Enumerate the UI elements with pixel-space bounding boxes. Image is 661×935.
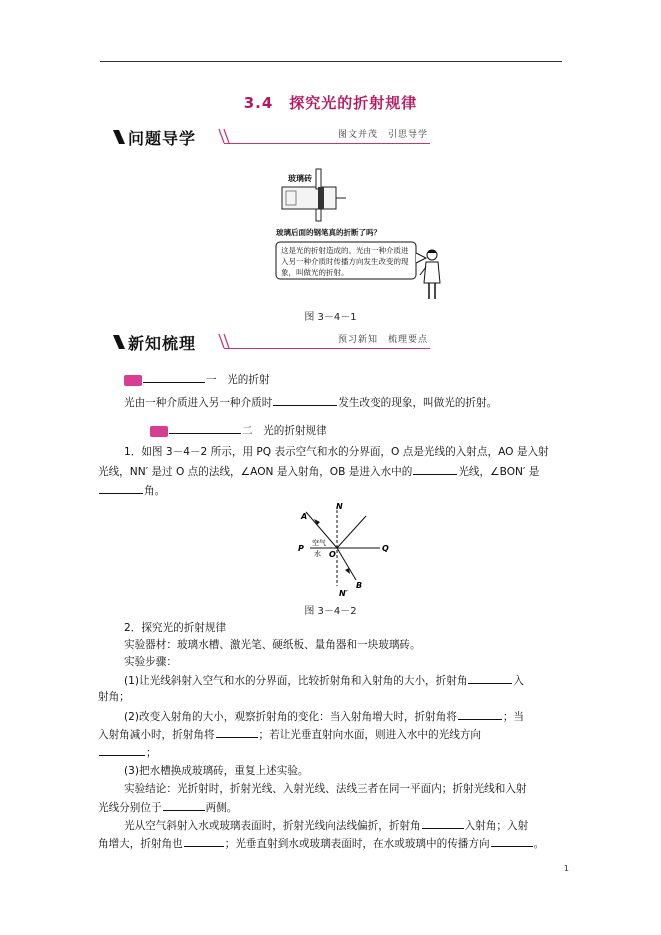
label-air: 空气 xyxy=(312,539,326,547)
blank xyxy=(468,671,512,684)
label-p: P xyxy=(298,544,304,553)
figure-3-4-1 xyxy=(262,163,452,305)
blank xyxy=(99,481,143,494)
figure-1-caption: 图 3－4－1 xyxy=(304,312,357,323)
text-span: 光线分别位于 xyxy=(98,802,162,814)
blank xyxy=(143,370,205,383)
pen-icon xyxy=(316,169,321,189)
text-span: 发生改变的现象，叫做光的折射。 xyxy=(338,397,498,409)
section-2-label: 二 光的折射规律 xyxy=(242,425,327,437)
q1-line-2 xyxy=(98,462,539,482)
reflected-ray xyxy=(337,516,366,548)
tag-icon xyxy=(124,375,142,386)
label-b: B xyxy=(356,581,363,590)
label-n: N xyxy=(336,502,343,511)
section-1-label: 一 光的折射 xyxy=(206,374,270,386)
text-span: ；若让光垂直射向水面，则进入水中的光线方向 xyxy=(258,729,481,741)
blank xyxy=(273,393,337,406)
blank xyxy=(491,834,533,847)
q2-line-1: 2．探究光的折射规律 xyxy=(124,622,227,634)
banner-title: 新知梳理 xyxy=(128,334,197,353)
chevron-icon xyxy=(112,129,126,145)
glass-label: 玻璃砖 xyxy=(288,174,312,183)
label-q: Q xyxy=(382,544,389,553)
q2-line-12 xyxy=(124,816,528,836)
text-span: ；光垂直射到水或玻璃表面时，在水或玻璃中的传播方向 xyxy=(224,838,490,850)
tag-icon xyxy=(150,426,168,437)
section-1-text xyxy=(124,393,497,413)
q1-line-1: 1．如图 3－4－2 所示，用 PQ 表示空气和水的分界面，O 点是光线的入射点，AO 是入射 xyxy=(124,446,549,458)
q2-line-2: 实验器材：玻璃水槽、激光笔、硬纸板、量角器和一块玻璃砖。 xyxy=(124,639,421,651)
text-span: ； xyxy=(146,747,157,759)
q2-line-7 xyxy=(98,725,481,745)
page-title: 3.4 探究光的折射规律 xyxy=(243,94,418,112)
text-span: 两侧。 xyxy=(205,802,238,814)
text-span: 角增大，折射角也 xyxy=(98,838,183,850)
label-water: 水 xyxy=(314,550,321,558)
banner-title: 问题导学 xyxy=(128,129,197,148)
chevron-icon xyxy=(112,334,126,350)
label-n-prime: N′ xyxy=(339,589,348,598)
header-rule xyxy=(100,61,562,62)
q2-line-6 xyxy=(124,707,524,727)
text-span: (1)让光线斜射入空气和水的分界面，比较折射角和入射角的大小，折射角 xyxy=(124,675,468,687)
blank xyxy=(169,421,241,434)
q2-line-3: 实验步骤： xyxy=(124,656,177,668)
q1-line-3 xyxy=(98,481,165,501)
figure-3-4-2 xyxy=(292,500,402,600)
figure-question: 玻璃后面的钢笔真的折断了吗？ xyxy=(276,228,381,237)
blank xyxy=(184,834,224,847)
label-o: O xyxy=(329,550,336,559)
refracted-ray xyxy=(337,548,356,580)
label-a: A xyxy=(301,512,308,521)
blank xyxy=(99,743,145,756)
section-2-heading xyxy=(150,421,327,441)
blank xyxy=(413,462,457,475)
double-slash-icon xyxy=(218,333,230,349)
q2-line-9: (3)把水槽换成玻璃砖，重复上述实验。 xyxy=(124,765,309,777)
section-1-heading xyxy=(124,370,270,390)
q2-line-4 xyxy=(124,671,524,691)
page-number: 1 xyxy=(563,864,569,873)
double-slash-icon xyxy=(218,128,230,144)
text-span: 入射角减小时，折射角将 xyxy=(98,729,215,741)
q2-line-8 xyxy=(98,743,157,763)
section-banner-2 xyxy=(112,331,432,353)
text-span: 光线，NN′ 是过 O 点的法线，∠AON 是入射角，OB 是进入水中的 xyxy=(98,466,413,478)
q2-line-10: 实验结论：光折射时，折射光线、入射光线、法线三者在同一平面内；折射光线和入射 xyxy=(124,783,527,795)
speech-line-2: 入另一种介质时传播方向发生改变的现 xyxy=(281,257,409,266)
text-span: 光从空气斜射入水或玻璃表面时，折射光线向法线偏折，折射角 xyxy=(124,820,421,832)
q2-line-5: 射角； xyxy=(98,691,130,703)
banner-rule xyxy=(224,348,430,349)
text-span: 角。 xyxy=(144,485,166,497)
text-span: ；当 xyxy=(502,711,525,723)
q2-line-11 xyxy=(98,798,237,818)
text-span: 入 xyxy=(513,675,525,687)
text-span: 入射角；入射 xyxy=(464,820,529,832)
text-span: 光由一种介质进入另一种介质时 xyxy=(124,397,273,409)
banner-subtitle: 预习新知 梳理要点 xyxy=(337,335,428,345)
text-span: (2)改变入射角的大小，观察折射角的变化：当入射角增大时，折射角将 xyxy=(124,711,457,723)
section-banner-1 xyxy=(112,126,432,148)
text-span: 。 xyxy=(533,838,545,850)
blank xyxy=(216,725,258,738)
text-span: 光线，∠BON′ 是 xyxy=(458,466,540,478)
banner-subtitle: 图文并茂 引思导学 xyxy=(337,130,428,140)
blank xyxy=(163,798,205,811)
q2-line-13 xyxy=(98,834,544,854)
banner-rule xyxy=(224,143,430,144)
blank xyxy=(422,816,464,829)
speech-line-3: 象，叫做光的折射。 xyxy=(281,268,349,277)
speech-line-1: 这是光的折射造成的。光由一种介质进 xyxy=(281,246,409,255)
blank xyxy=(458,707,502,720)
figure-2-caption: 图 3－4－2 xyxy=(304,606,357,617)
